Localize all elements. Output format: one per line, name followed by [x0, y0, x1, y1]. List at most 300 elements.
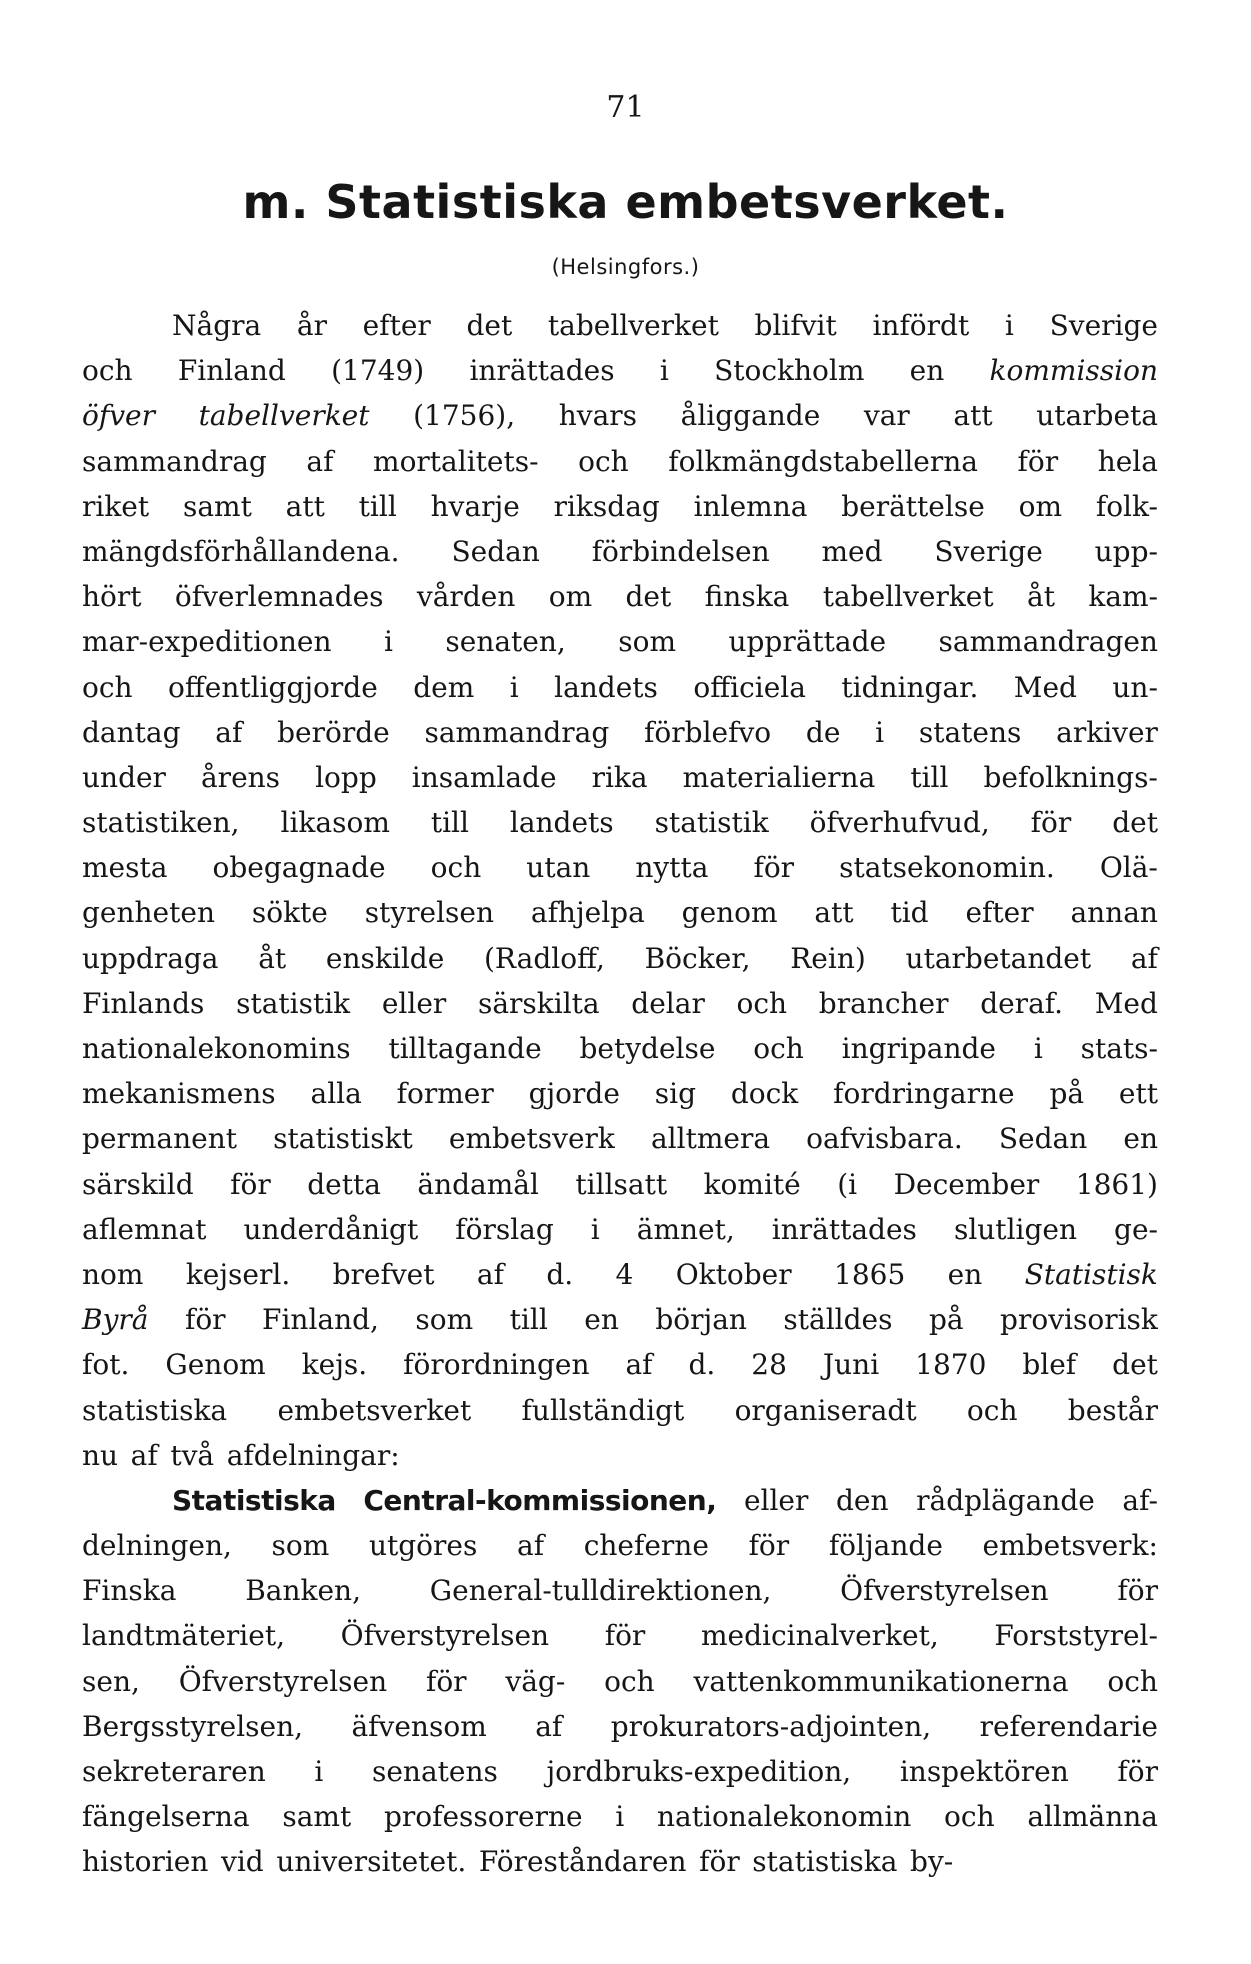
word: d.: [546, 1257, 574, 1291]
word: statistik: [236, 986, 351, 1020]
word: det: [1112, 1348, 1158, 1382]
word: inrättades: [771, 1212, 917, 1246]
word: statsekonomin.: [839, 851, 1055, 885]
word: gjorde: [528, 1077, 620, 1111]
word: landets: [509, 806, 614, 840]
word: rika: [591, 760, 648, 794]
word: former: [396, 1077, 494, 1111]
word: Banken,: [245, 1574, 361, 1608]
text-line: [82, 574, 1158, 619]
word: att: [814, 896, 854, 930]
word: universitetet.: [276, 1845, 467, 1879]
word: historien: [82, 1845, 209, 1879]
word: delar: [631, 986, 705, 1020]
word: alltmera: [650, 1122, 771, 1156]
text-line: [82, 303, 1158, 348]
word: embetsverk: [448, 1122, 615, 1156]
text-line: [82, 1207, 1158, 1252]
word: enskilde: [325, 941, 445, 975]
word: Olä-: [1099, 851, 1158, 885]
word: mesta: [82, 851, 168, 885]
word: insamlade: [411, 760, 557, 794]
word: berättelse: [841, 489, 985, 523]
word: ställdes: [783, 1303, 893, 1337]
word: nytta: [635, 851, 709, 885]
word: af: [130, 1438, 158, 1472]
word: tabellverket: [822, 580, 994, 614]
word: offentliggjorde: [168, 670, 378, 704]
section-marker: m.: [242, 175, 309, 229]
word: fullständigt: [521, 1393, 685, 1427]
word: afdelningar:: [226, 1438, 400, 1472]
word: sökte: [251, 896, 328, 930]
word: de: [805, 715, 841, 749]
text-line: [82, 348, 1158, 393]
word: äfvensom: [351, 1709, 487, 1743]
word: samt: [182, 489, 252, 523]
word: (1756),: [413, 399, 516, 433]
word: samt: [282, 1800, 352, 1834]
text-line: [82, 1252, 1158, 1297]
word: statens: [918, 715, 1022, 749]
word: materialierna: [682, 760, 876, 794]
word: Byrå: [82, 1303, 149, 1337]
word: aflemnat: [82, 1212, 207, 1246]
text-line: [82, 1704, 1158, 1749]
word: åliggande: [680, 399, 821, 433]
word: och: [82, 354, 133, 388]
word: tabellverket: [547, 309, 719, 342]
text-line: [82, 619, 1158, 664]
word: tidningar.: [841, 670, 979, 704]
text-line: [82, 1839, 1158, 1884]
word: lopp: [315, 760, 377, 794]
word: blef: [1022, 1348, 1077, 1382]
body-text: [82, 303, 1158, 1885]
word: i: [383, 625, 393, 659]
text-line: [82, 1297, 1158, 1342]
text-line: [82, 800, 1158, 845]
text-line: [82, 1026, 1158, 1071]
word: åt: [258, 941, 287, 975]
word: efter: [965, 896, 1034, 930]
word: särskilta: [477, 986, 600, 1020]
word: December: [893, 1167, 1040, 1201]
word: sammandrag: [424, 715, 610, 749]
word: oafvisbara.: [806, 1122, 963, 1156]
text-line: [82, 1523, 1158, 1568]
word: för: [1117, 1574, 1158, 1608]
word: en: [947, 1257, 983, 1291]
word: jordbruks-expedition,: [546, 1755, 852, 1788]
word: för: [184, 1303, 226, 1337]
word: Föreståndaren: [478, 1845, 687, 1879]
word: och: [966, 1393, 1018, 1427]
word: General-tulldirektionen,: [429, 1574, 772, 1608]
word: Böcker,: [644, 941, 751, 975]
word: senaten,: [445, 625, 566, 659]
word: mar-expeditionen: [82, 625, 332, 659]
word: folk-: [1095, 489, 1158, 523]
word: två: [170, 1438, 215, 1472]
word: blifvit: [754, 309, 837, 342]
word: riksdag: [553, 489, 660, 523]
word: fot.: [82, 1348, 130, 1382]
word: upprättade: [728, 625, 887, 659]
section-heading: [0, 172, 1251, 232]
word: vattenkommunikationerna: [693, 1664, 1069, 1698]
word: un-: [1112, 670, 1158, 704]
word: sammandragen: [938, 625, 1158, 659]
word: det: [1112, 806, 1158, 840]
word: allmänna: [1027, 1800, 1158, 1834]
word: fängelserna: [82, 1800, 250, 1834]
word: Juni: [822, 1348, 880, 1382]
word: årens: [200, 760, 281, 794]
word: för: [1017, 444, 1059, 478]
text-line: [82, 1071, 1158, 1116]
word: upp-: [1094, 534, 1158, 568]
word: och: [604, 1664, 655, 1698]
text-line: [82, 1388, 1158, 1433]
word: förblefvo: [644, 715, 772, 749]
word: betydelse: [579, 1032, 716, 1065]
word: sammandrag: [82, 444, 267, 478]
word: vården: [416, 580, 516, 614]
word: fordringarne: [833, 1077, 1015, 1111]
word: Finska: [82, 1574, 177, 1608]
word: 1861): [1075, 1167, 1158, 1201]
word: af: [535, 1709, 563, 1743]
word: om: [548, 580, 593, 614]
word: för: [604, 1619, 646, 1653]
word: som: [271, 1529, 330, 1563]
word: finska: [704, 580, 790, 614]
word: arkiver: [1056, 715, 1158, 749]
word: Finland: [177, 354, 286, 388]
word: genheten: [82, 896, 215, 930]
word: kejserl.: [185, 1257, 291, 1291]
word: 4: [615, 1257, 634, 1291]
word: embetsverket: [277, 1393, 472, 1427]
word: en: [1123, 1122, 1158, 1156]
word: statistik: [654, 806, 769, 840]
word: genom: [681, 896, 778, 930]
text-line: [82, 484, 1158, 529]
word: för: [1030, 806, 1072, 840]
text-line: [82, 1433, 1158, 1478]
word: Öfverstyrelsen: [340, 1619, 550, 1653]
word: Sverige: [1049, 309, 1158, 342]
word: efter: [362, 309, 431, 342]
word: af: [215, 715, 243, 749]
word: förslag: [455, 1212, 554, 1246]
word: för: [425, 1664, 467, 1698]
word: officiela: [693, 670, 806, 704]
word: förbindelsen: [591, 534, 770, 568]
text-line: [82, 393, 1158, 438]
word: Med: [1013, 670, 1077, 704]
word: och: [753, 1032, 804, 1065]
word: organiseradt: [734, 1393, 917, 1427]
word: uppdraga: [82, 941, 219, 975]
word: Statistisk: [1024, 1257, 1158, 1291]
word: Sedan: [998, 1122, 1088, 1156]
word: att: [953, 399, 993, 433]
word: om: [1018, 489, 1063, 523]
word: för: [699, 1845, 740, 1879]
word: embetsverk:: [982, 1529, 1158, 1563]
word: öfver: [82, 399, 155, 433]
word: i: [314, 1755, 324, 1788]
word: början: [655, 1303, 747, 1337]
word: Öfverstyrelsen: [840, 1574, 1049, 1608]
word: hvarje: [430, 489, 520, 523]
word: Stockholm: [714, 354, 865, 388]
word: likasom: [280, 806, 390, 840]
word: Statistiska: [172, 1483, 336, 1517]
word: komité: [703, 1167, 801, 1201]
word: alla: [310, 1077, 362, 1111]
word: brancher: [818, 986, 949, 1020]
word: provisorisk: [1000, 1303, 1158, 1337]
word: som: [618, 625, 677, 659]
word: af: [476, 1257, 504, 1291]
word: följande: [828, 1529, 943, 1563]
word: dock: [730, 1077, 799, 1111]
word: inlemna: [693, 489, 808, 523]
word: nationalekonomins: [82, 1032, 351, 1065]
word: tillsatt: [575, 1167, 668, 1201]
word: det: [625, 580, 672, 614]
word: prokurators-adjointen,: [610, 1709, 932, 1743]
word: för: [748, 1529, 790, 1563]
word: ingripande: [841, 1032, 997, 1065]
word: deraf.: [980, 986, 1064, 1020]
word: underdånigt: [243, 1212, 419, 1246]
text-line: [82, 981, 1158, 1026]
word: landtmäteriet,: [82, 1619, 285, 1653]
word: väg-: [505, 1664, 566, 1698]
word: i: [659, 354, 669, 388]
word: Sverige: [934, 534, 1043, 568]
word: en: [584, 1303, 619, 1337]
word: som: [415, 1303, 474, 1337]
word: berörde: [277, 715, 390, 749]
word: detta: [307, 1167, 381, 1201]
word: inrättades: [469, 354, 615, 388]
word: infördt: [872, 309, 970, 342]
word: Forststyrel-: [994, 1619, 1158, 1653]
word: Finland,: [262, 1303, 379, 1337]
word: slutligen: [953, 1212, 1077, 1246]
word: i: [590, 1212, 600, 1246]
word: statistiska: [752, 1845, 898, 1879]
word: delningen,: [82, 1529, 232, 1563]
word: (1749): [331, 354, 425, 388]
word: Rein): [790, 941, 866, 975]
word: kejs.: [301, 1348, 368, 1382]
word: särskild: [82, 1167, 194, 1201]
word: och: [430, 851, 482, 885]
word: ge-: [1114, 1212, 1158, 1246]
word: by-: [910, 1845, 954, 1879]
word: för: [1117, 1755, 1158, 1788]
word: nationalekonomin: [657, 1800, 912, 1834]
word: tilltagande: [388, 1032, 542, 1065]
word: i: [509, 670, 519, 704]
word: Central-kommissionen,: [363, 1483, 717, 1517]
word: var: [863, 399, 910, 433]
word: en: [909, 354, 945, 388]
text-line: [82, 890, 1158, 935]
word: brefvet: [332, 1257, 435, 1291]
text-line: [82, 1478, 1158, 1523]
word: professorerne: [383, 1800, 583, 1834]
word: tabellverket: [198, 399, 370, 433]
word: hvars: [558, 399, 638, 433]
word: på: [1049, 1077, 1085, 1111]
word: Bergsstyrelsen,: [82, 1709, 304, 1743]
word: och: [82, 670, 133, 704]
word: 28: [751, 1348, 787, 1382]
word: obegagnade: [212, 851, 386, 885]
word: tid: [890, 896, 929, 930]
word: Öfverstyrelsen: [178, 1664, 388, 1698]
word: Sedan: [451, 534, 540, 568]
word: mortalitets-: [373, 444, 539, 478]
word: Oktober: [675, 1257, 792, 1291]
word: medicinalverket,: [700, 1619, 939, 1653]
word: för: [230, 1167, 271, 1201]
word: af: [517, 1529, 545, 1563]
word: riket: [82, 489, 150, 523]
word: till: [509, 1303, 548, 1337]
word: inspektören: [899, 1755, 1069, 1788]
word: mekanismens: [82, 1077, 276, 1111]
section-subtitle: (Helsingfors.): [551, 255, 700, 279]
word: Några: [172, 309, 262, 342]
word: vid: [221, 1845, 264, 1879]
word: den: [835, 1483, 889, 1517]
word: utarbetandet: [905, 941, 1092, 975]
word: befolknings-: [983, 760, 1158, 794]
word: senatens: [371, 1755, 498, 1788]
word: (Radloff,: [484, 941, 605, 975]
word: under: [82, 760, 166, 794]
word: till: [910, 760, 949, 794]
word: består: [1067, 1393, 1158, 1427]
word: statistiskt: [273, 1122, 413, 1156]
word: och: [736, 986, 788, 1020]
word: för: [753, 851, 795, 885]
word: permanent: [82, 1122, 238, 1156]
word: i: [1004, 309, 1014, 342]
word: och: [578, 444, 629, 478]
word: landets: [554, 670, 658, 704]
word: ämnet,: [636, 1212, 735, 1246]
word: nom: [82, 1257, 144, 1291]
page-number: 71: [606, 90, 645, 125]
word: af: [306, 444, 334, 478]
word: hört: [82, 580, 142, 614]
section-title: Statistiska embetsverket.: [325, 175, 1009, 229]
word: mängdsförhållandena.: [82, 534, 400, 568]
word: dantag: [82, 715, 181, 749]
text-line: [82, 529, 1158, 574]
word: ändamål: [417, 1167, 539, 1201]
text-line: [82, 665, 1158, 710]
word: öfverhufvud,: [809, 806, 990, 840]
word: och: [944, 1800, 995, 1834]
word: sekreteraren: [82, 1755, 266, 1788]
word: till: [358, 489, 397, 523]
text-line: [82, 1342, 1158, 1387]
word: folkmängdstabellerna: [668, 444, 978, 478]
word: stats-: [1080, 1032, 1158, 1065]
text-line: [82, 1116, 1158, 1161]
text-line: [82, 936, 1158, 981]
word: Genom: [165, 1348, 266, 1382]
text-line: [82, 710, 1158, 755]
word: referendarie: [979, 1709, 1158, 1743]
word: 1865: [834, 1257, 906, 1291]
text-line: [82, 755, 1158, 800]
word: i: [615, 1800, 625, 1834]
word: 1870: [915, 1348, 987, 1382]
text-line: [82, 1659, 1158, 1704]
word: kommission: [989, 354, 1158, 388]
word: öfverlemnades: [174, 580, 384, 614]
word: af: [625, 1348, 653, 1382]
word: åt: [1027, 580, 1055, 614]
word: med: [821, 534, 883, 568]
word: utan: [526, 851, 591, 885]
word: Med: [1094, 986, 1158, 1020]
word: af: [1130, 941, 1158, 975]
text-line: [82, 1162, 1158, 1207]
word: d.: [688, 1348, 716, 1382]
word: af-: [1122, 1483, 1158, 1517]
word: utarbeta: [1036, 399, 1158, 433]
word: förordningen: [403, 1348, 590, 1382]
word: cheferne: [583, 1529, 709, 1563]
word: dem: [413, 670, 475, 704]
word: (i: [837, 1167, 858, 1201]
word: ett: [1118, 1077, 1158, 1111]
word: eller: [381, 986, 447, 1020]
word: utgöres: [368, 1529, 478, 1563]
word: hela: [1097, 444, 1158, 478]
text-line: [82, 1613, 1158, 1658]
word: år: [296, 309, 327, 342]
word: det: [466, 309, 513, 342]
word: eller: [743, 1483, 809, 1517]
word: styrelsen: [364, 896, 495, 930]
word: Finlands: [82, 986, 205, 1020]
text-line: [82, 845, 1158, 890]
text-line: [82, 1794, 1158, 1839]
word: statistiken,: [82, 806, 240, 840]
word: nu: [82, 1438, 119, 1472]
word: i: [875, 715, 885, 749]
word: statistiska: [82, 1393, 228, 1427]
word: rådplägande: [916, 1483, 1095, 1517]
word: till: [430, 806, 469, 840]
word: afhjelpa: [530, 896, 645, 930]
text-line: [82, 1568, 1158, 1613]
word: kam-: [1088, 580, 1158, 614]
